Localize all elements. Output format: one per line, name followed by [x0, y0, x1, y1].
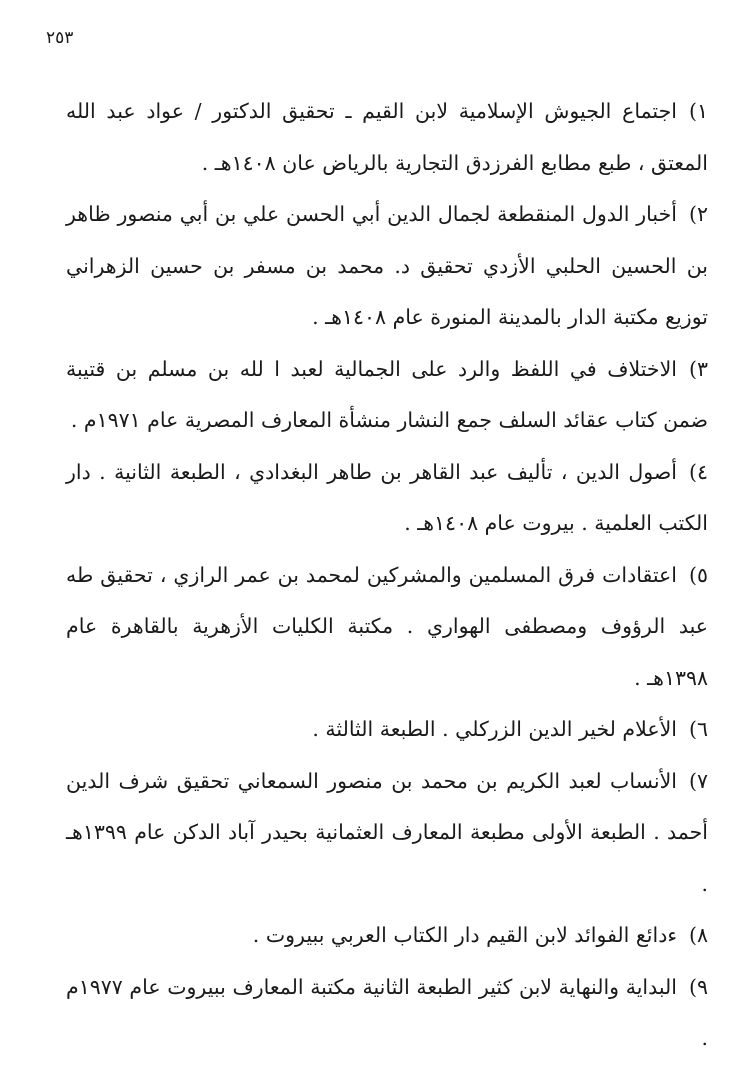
entry-text: الأنساب لعبد الكريم بن محمد بن منصور السمعاني تحقيق شرف الدين أحمد . الطبعة الأولى مطبعة المعارف العثمانية بحيدر آباد الدكن عام ١٣٩٩هـ .: [66, 768, 708, 896]
bibliography-entry: [66, 550, 708, 705]
bibliography-entry: [66, 86, 708, 189]
entry-text: الاختلاف في اللفظ والرد على الجمالية لعبد ا لله بن مسلم بن قتيبة ضمن كتاب عقائد السلف جمع النشار منشأة المعارف المصرية عام ١٩٧١م .: [66, 356, 708, 432]
bibliography-entry: [66, 189, 708, 344]
bibliography-entry: [66, 344, 708, 447]
entry-text: اجتماع الجيوش الإسلامية لابن القيم ـ تحقيق الدكتور / عواد عبد الله المعتق ، طبع مطابع الفرزدق التجارية بالرياض عان ١٤٠٨هـ .: [66, 99, 708, 175]
bibliography-entry: [66, 704, 708, 756]
page-number: ٢٥٣: [46, 28, 74, 48]
bibliography-entry: [66, 910, 708, 962]
bibliography-entry: [66, 756, 708, 911]
bibliography-entry: [66, 962, 708, 1065]
bibliography-list: [66, 86, 708, 1065]
entry-number: ٩): [688, 974, 708, 999]
entry-text: اعتقادات فرق المسلمين والمشركين لمحمد بن عمر الرازي ، تحقيق طه عبد الرؤوف ومصطفى الهواري . مكتبة الكليات الأزهرية بالقاهرة عام ١٣٩٨هـ .: [66, 562, 708, 690]
entry-text: الأعلام لخير الدين الزركلي . الطبعة الثالثة .: [312, 717, 677, 741]
entry-text: البداية والنهاية لابن كثير الطبعة الثانية مكتبة المعارف ببيروت عام ١٩٧٧م .: [66, 974, 708, 1050]
entry-text: أخبار الدول المنقطعة لجمال الدين أبي الحسن علي بن أبي منصور ظاهر بن الحسين الحلبي الأزدي تحقيق د. محمد بن مسفر بن حسين الزهراني توزيع مكتبة الدار بالمدينة المنورة عام ١٤٠٨هـ .: [66, 202, 708, 329]
entry-text: أصول الدين ، تأليف عبد القاهر بن طاهر البغدادي ، الطبعة الثانية . دار الكتب العلمية . بيروت عام ١٤٠٨هـ .: [66, 459, 708, 535]
entry-number: ٤): [688, 459, 708, 484]
entry-number: ٦): [688, 717, 708, 741]
entry-number: ٨): [688, 923, 708, 947]
entry-number: ٥): [688, 562, 708, 587]
entry-number: ٢): [688, 202, 708, 226]
entry-number: ١): [688, 99, 708, 123]
entry-text: ءدائع الفوائد لابن القيم دار الكتاب العربي ببيروت .: [252, 923, 677, 947]
entry-number: ٣): [688, 356, 708, 381]
entry-number: ٧): [688, 768, 708, 793]
bibliography-entry: [66, 447, 708, 550]
